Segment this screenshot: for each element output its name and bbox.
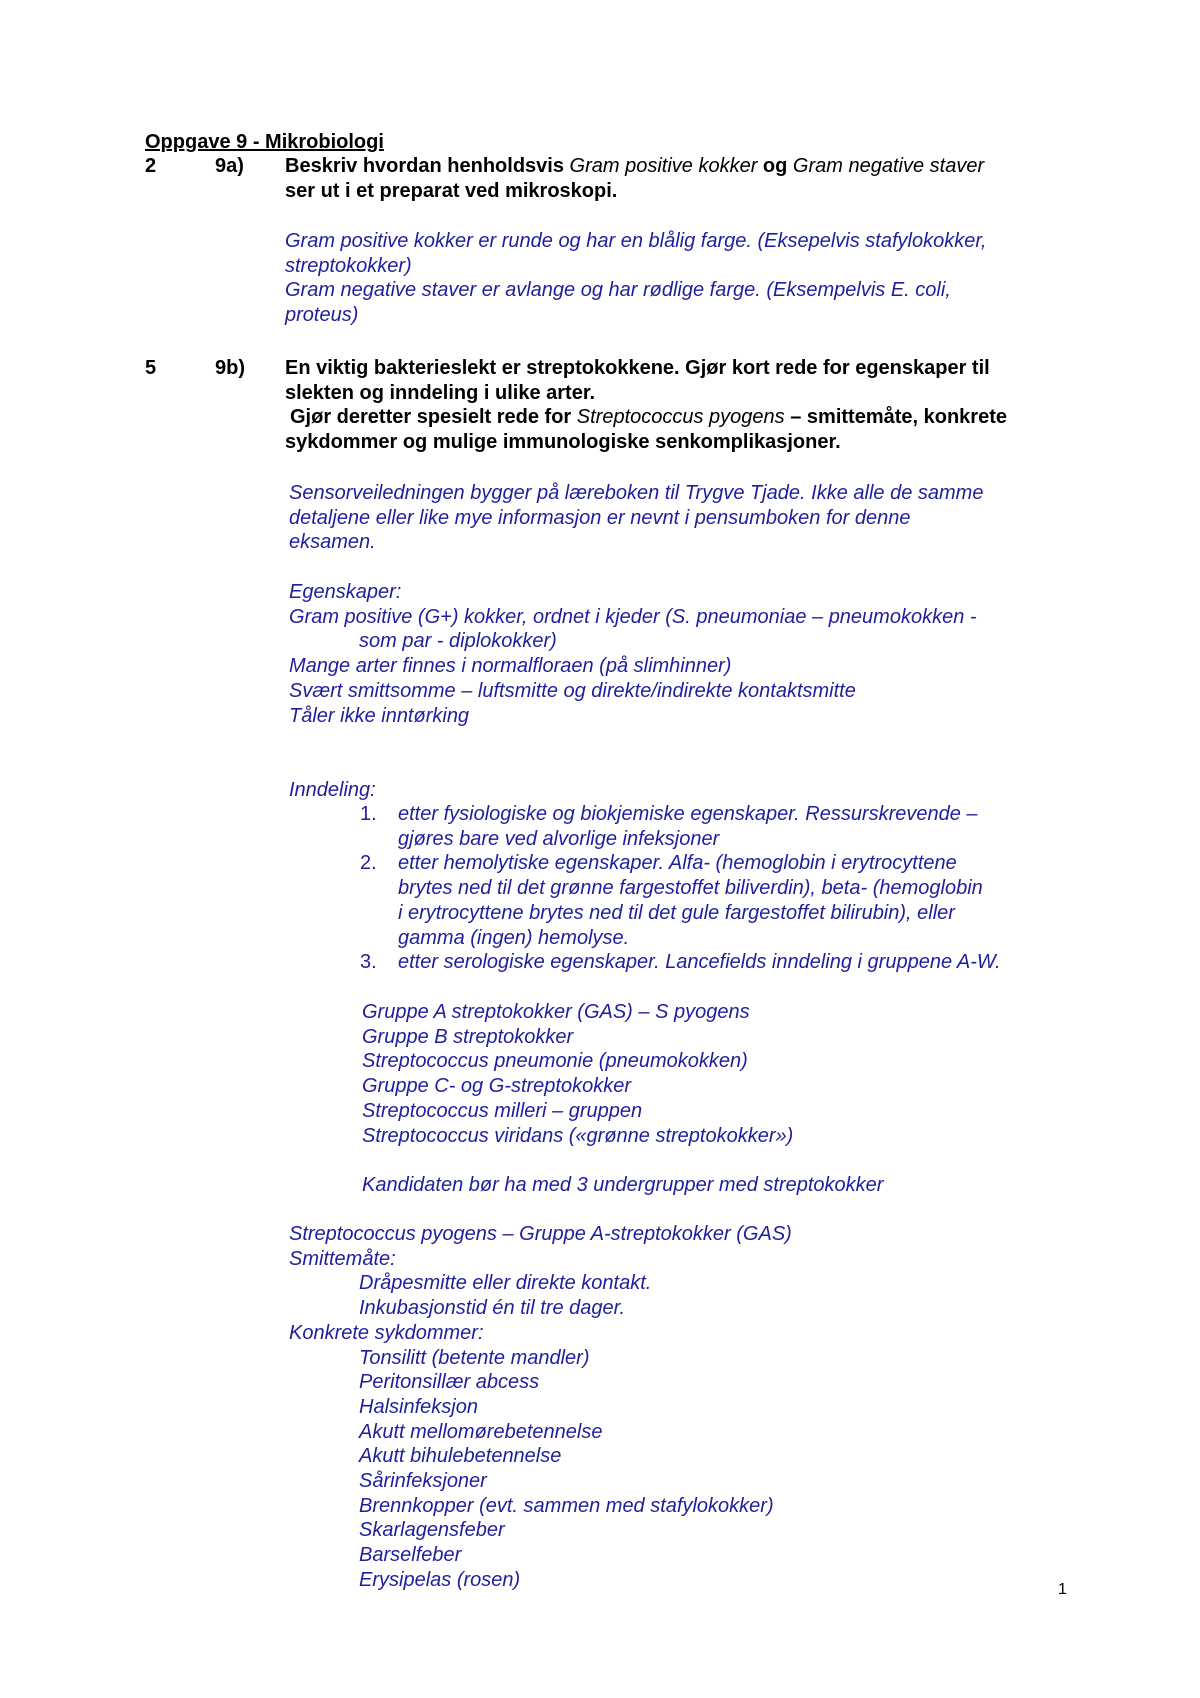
question-text: og — [757, 155, 793, 177]
answer-line: Gram positive kokker er runde og har en blålig farge. (Eksepelvis stafylokokker, — [285, 230, 987, 252]
question-text: slekten og inndeling i ulike arter. — [285, 381, 596, 404]
task-points: 5 — [145, 357, 157, 379]
group-list — [362, 1000, 793, 1148]
answer-9a — [285, 229, 986, 328]
list-item: Halsinfeksjon — [359, 1395, 478, 1418]
question-emphasis: Gram negative staver — [792, 155, 985, 177]
task-points: 2 — [145, 155, 157, 177]
list-line: brytes ned til det grønne fargestoffet biliverdin), beta- (hemoglobin — [398, 877, 983, 900]
list-item: Gruppe A streptokokker (GAS) – S pyogens — [362, 1001, 750, 1023]
list-item: Skarlagensfeber — [359, 1519, 505, 1542]
list-item: Gruppe B streptokokker — [362, 1025, 574, 1048]
list-item: Streptococcus viridans («grønne streptokokker») — [362, 1124, 794, 1147]
question-text: sykdommer og mulige immunologiske senkomplikasjoner. — [285, 431, 841, 454]
list-line: gamma (ingen) hemolyse. — [398, 926, 630, 949]
task-number: 9b) — [215, 357, 245, 379]
question-emphasis: Streptococcus pyogens — [576, 406, 785, 429]
task-question — [285, 154, 1065, 203]
list-item: Barselfeber — [359, 1544, 462, 1567]
list-line: gjøres bare ved alvorlige infeksjoner — [398, 827, 720, 850]
answer-line: Sensorveiledningen bygger på læreboken til Trygve Tjade. Ikke alle de samme — [289, 482, 984, 504]
section-heading: Inndeling: — [289, 779, 376, 801]
answer-line: streptokokker) — [285, 254, 412, 277]
section-heading: Smittemåte: — [289, 1247, 396, 1270]
list-line: i erytrocyttene brytes ned til det gule fargestoffet bilirubin), eller — [398, 901, 955, 924]
list-item: Erysipelas (rosen) — [359, 1568, 521, 1591]
answer-line: detaljene eller like mye informasjon er nevnt i pensumboken for denne — [289, 506, 911, 529]
task-question — [285, 356, 1065, 455]
list-item: Akutt mellomørebetennelse — [359, 1420, 603, 1443]
answer-line: eksamen. — [289, 531, 376, 554]
division-heading — [289, 778, 376, 803]
answer-line: Gram positive (G+) kokker, ordnet i kjeder (S. pneumoniae – pneumokokken - — [289, 605, 977, 628]
section-heading: Streptococcus pyogens – Gruppe A-streptokokker (GAS) — [289, 1223, 792, 1245]
question-text: ser ut i et preparat ved mikroskopi. — [285, 179, 618, 202]
groups-note — [362, 1173, 883, 1198]
list-item: Tonsilitt (betente mandler) — [359, 1346, 590, 1369]
question-text: En viktig bakterieslekt er streptokokkene. Gjør kort rede for egenskaper til — [285, 357, 990, 379]
list-item: Peritonsillær abcess — [359, 1371, 540, 1394]
page-number: 1 — [1058, 1581, 1067, 1598]
list-item: Streptococcus pneumonie (pneumokokken) — [362, 1050, 748, 1073]
list-item — [360, 802, 1070, 851]
task-9a — [145, 154, 1065, 203]
answer-line: som par - diplokokker) — [359, 630, 557, 653]
list-number: 2. — [360, 852, 377, 875]
answer-line: Gram negative staver er avlange og har rødlige farge. (Eksempelvis E. coli, — [285, 279, 951, 302]
list-line: etter serologiske egenskaper. Lancefields inndeling i gruppene A-W. — [398, 951, 1001, 974]
answer-line: proteus) — [285, 304, 359, 327]
pyogens-section — [289, 1222, 792, 1593]
section-heading: Egenskaper: — [289, 581, 402, 603]
task-number: 9a) — [215, 155, 244, 177]
list-item: Sårinfeksjoner — [359, 1470, 487, 1493]
list-item: Inkubasjonstid én til tre dager. — [359, 1297, 626, 1320]
answer-line: Tåler ikke inntørking — [289, 704, 470, 727]
question-text: Beskriv hvordan henholdsvis — [285, 155, 570, 177]
question-text: – smittemåte, konkrete — [784, 406, 1007, 429]
list-item: Akutt bihulebetennelse — [359, 1445, 562, 1468]
list-line: etter fysiologiske og biokjemiske egenskaper. Ressurskrevende – — [398, 803, 978, 825]
list-item: Streptococcus milleri – gruppen — [362, 1099, 643, 1122]
page-title: Oppgave 9 - Mikrobiologi — [145, 131, 384, 153]
answer-line: Svært smittsomme – luftsmitte og direkte/indirekte kontaktsmitte — [289, 679, 856, 702]
answer-9b-properties — [289, 580, 977, 728]
list-item: Brennkopper (evt. sammen med stafylokokker) — [359, 1494, 774, 1517]
list-number: 1. — [360, 803, 377, 825]
question-emphasis: Gram positive kokker — [569, 155, 758, 177]
task-9b — [145, 356, 1065, 455]
list-item: Dråpesmitte eller direkte kontakt. — [359, 1272, 652, 1295]
division-list — [360, 802, 1070, 975]
list-item — [360, 950, 1070, 975]
list-item — [360, 851, 1070, 950]
answer-9b-intro — [289, 481, 983, 555]
question-text: Gjør deretter spesielt rede for — [290, 406, 577, 429]
answer-line: Mange arter finnes i normalfloraen (på slimhinner) — [289, 655, 732, 678]
list-line: etter hemolytiske egenskaper. Alfa- (hemoglobin i erytrocyttene — [398, 852, 957, 875]
section-heading: Konkrete sykdommer: — [289, 1321, 484, 1344]
list-item: Gruppe C- og G-streptokokker — [362, 1075, 631, 1098]
answer-line: Kandidaten bør ha med 3 undergrupper med streptokokker — [362, 1174, 884, 1196]
list-number: 3. — [360, 951, 377, 974]
